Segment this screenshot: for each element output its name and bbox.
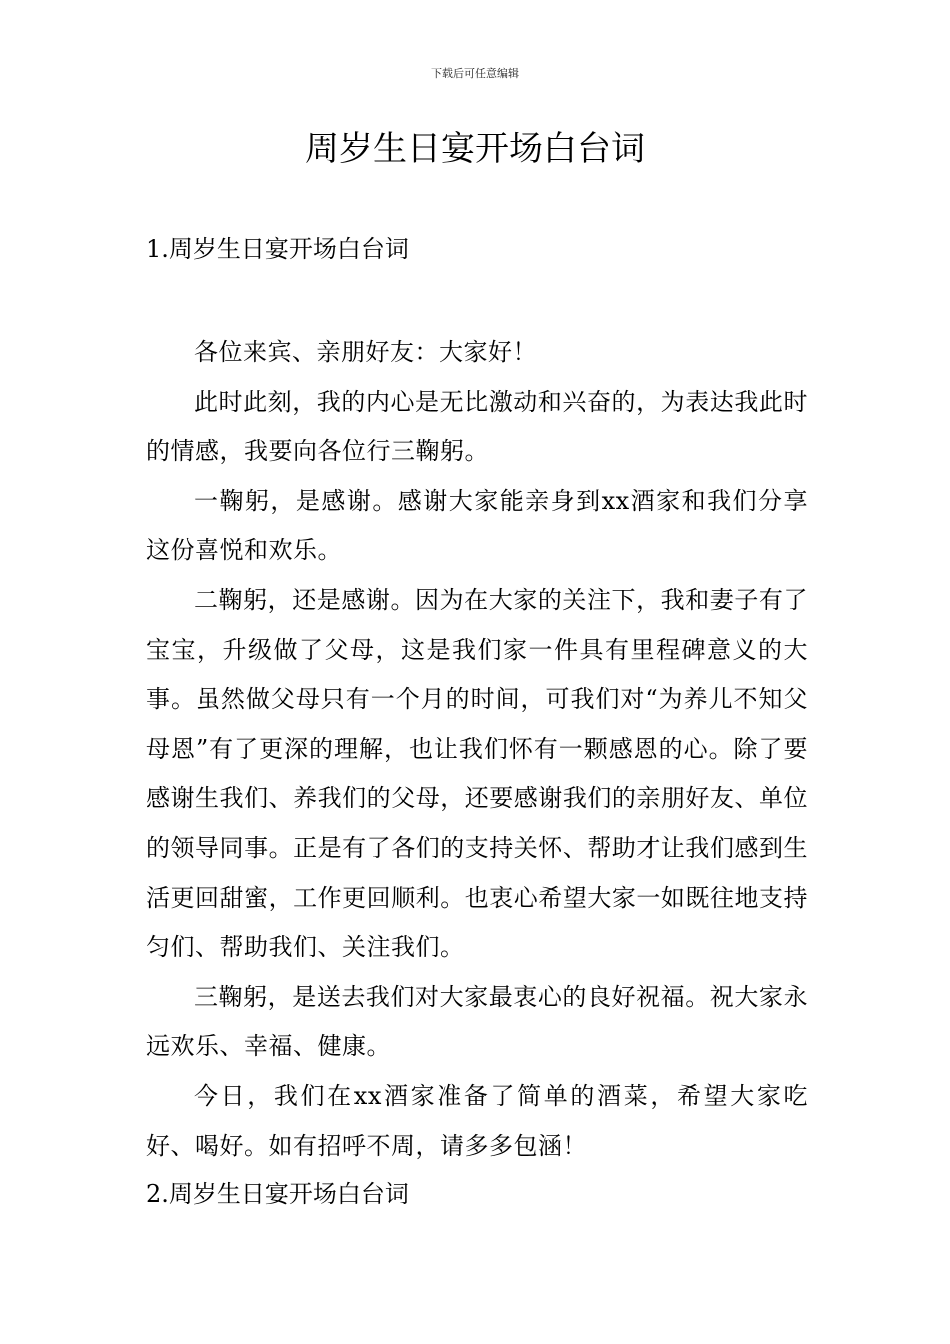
- paragraph-intro: 此时此刻，我的内心是无比激动和兴奋的，为表达我此时的情感，我要向各位行三鞠躬。: [146, 387, 808, 466]
- section-heading-1: 1.周岁生日宴开场白台词: [146, 235, 409, 263]
- paragraph-closing: 今日，我们在xx酒家准备了简单的酒菜，希望大家吃好、喝好。如有招呼不周，请多多包涵！: [146, 1081, 808, 1160]
- paragraph-third-bow: 三鞠躬，是送去我们对大家最衷心的良好祝福。祝大家永远欢乐、幸福、健康。: [146, 982, 808, 1061]
- paragraph-first-bow: 一鞠躬，是感谢。感谢大家能亲身到xx酒家和我们分享这份喜悦和欢乐。: [146, 486, 808, 565]
- paragraph-greeting: 各位来宾、亲朋好友：大家好！: [194, 338, 537, 366]
- section-heading-2: 2.周岁生日宴开场白台词: [146, 1180, 409, 1208]
- header-note: 下载后可任意编辑: [431, 67, 519, 80]
- section-1-body: [146, 328, 808, 1171]
- document-title: 周岁生日宴开场白台词: [305, 129, 645, 169]
- paragraph-second-bow: 二鞠躬，还是感谢。因为在大家的关注下，我和妻子有了宝宝，升级做了父母，这是我们家一件具有里程碑意义的大事。虽然做父母只有一个月的时间，可我们对“为养儿不知父母恩”有了更深的理解，也让我们怀有一颗感恩的心。除了要感谢生我们、养我们的父母，还要感谢我们的亲朋好友、单位的领导同事。正是有了各们的支持关怀、帮助才让我们感到生活更回甜蜜，工作更回顺利。也衷心希望大家一如既往地支持匀们、帮助我们、关注我们。: [146, 585, 808, 962]
